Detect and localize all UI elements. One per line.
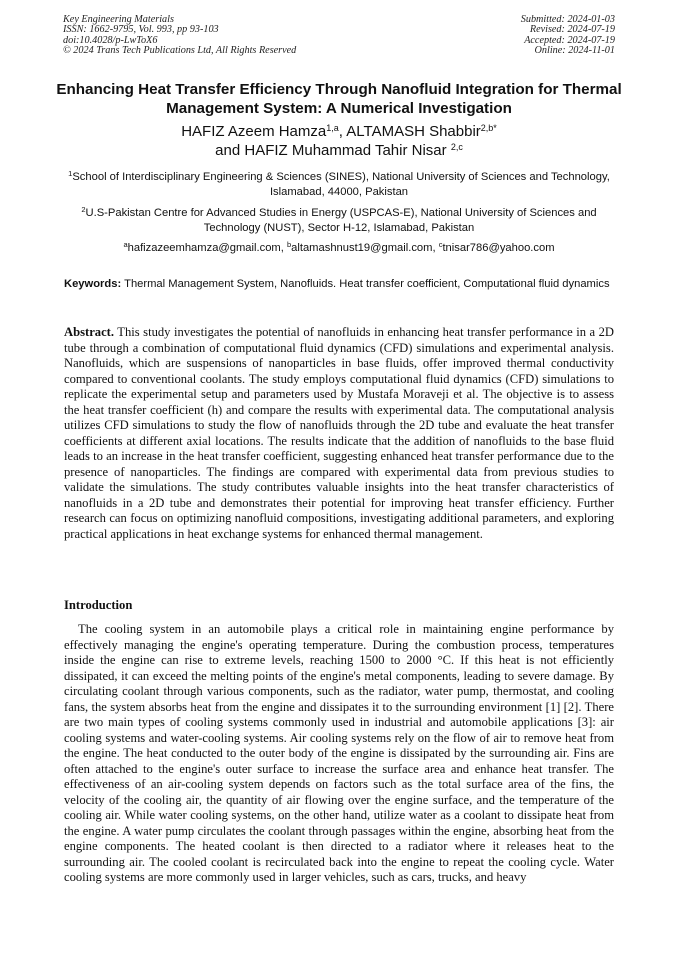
keywords <box>64 277 614 292</box>
author-list <box>40 122 638 160</box>
journal-header <box>63 15 296 57</box>
keywords-text: Thermal Management System, Nanofluids. Heat transfer coefficient, Computational fluid dynamics <box>121 278 610 290</box>
author-affiliation-mark: 2,b* <box>480 123 497 133</box>
copyright: © 2024 Trans Tech Publications Ltd, All Rights Reserved <box>63 45 297 57</box>
email-mark: c <box>438 240 443 249</box>
author-name: ALTAMASH Shabbir <box>346 123 481 140</box>
author-name: HAFIZ Azeem Hamza <box>181 123 327 140</box>
email-address[interactable]: tnisar786@yahoo.com <box>442 242 555 254</box>
paper-title: Enhancing Heat Transfer Efficiency Through Nanofluid Integration for Thermal Management System: A Numerical Investigation <box>56 81 622 117</box>
author-affiliation-mark: 2,c <box>450 142 463 152</box>
dates-header <box>521 15 615 57</box>
author-affiliation-mark: 1,a <box>326 123 339 133</box>
accepted-date: Accepted: 2024-07-19 <box>524 34 615 46</box>
submitted-date: Submitted: 2024-01-03 <box>520 14 615 25</box>
author-separator: , <box>338 123 347 140</box>
author-name: HAFIZ Muhammad Tahir Nisar <box>244 142 451 159</box>
author-conjunction: and <box>215 142 245 159</box>
affiliation-number: 1 <box>68 169 73 178</box>
abstract-text: This study investigates the potential of nanofluids in enhancing heat transfer performance in a 2D tube through a combination of computational fluid dynamics (CFD) simulations and experimental analysis. Nanofluids, which are suspensions of nanoparticles in base fluids, offer improved thermal conductivity compared to conventional coolants. The study employs computational fluid dynamics (CFD) simulations to replicate the experimental setup and parameters used by Mustafa Moraveji et al. The objective is to assess the heat transfer coefficient (h) and compare the results with experimental data. The computational analysis utilizes CFD simulations to study the flow of nanofluids through the 2D tube and evaluate the heat transfer coefficients at different axial locations. The results indicate that the addition of nanofluids to the base fluid leads to an increase in the heat transfer coefficient, suggesting enhanced heat transfer performance due to the presence of nanoparticles. The findings are compared with experimental data from previous studies to validate the simulations. The study contributes valuable insights into the heat transfer characteristics of nanofluids in a 2D tube and demonstrates their potential for improving heat transfer efficiency. Further research can focus on optimizing nanofluid compositions, investigating additional parameters, and exploring practical applications in heat exchange systems for enhanced thermal management. <box>64 325 614 541</box>
introduction-paragraph: The cooling system in an automobile plays a critical role in maintaining engine performance by effectively managing the engine's operating temperature. During the combustion process, temperatures inside the engine can rise to extreme levels, reaching 1500 to 2000 °C. If this heat is not efficiently dissipated, it can exceed the melting points of the engine's metal components, leading to severe damage. By circulating coolant through various components, such as the radiator, water pump, thermostat, and cooling fans, the system absorbs heat from the engine and dissipates it to the surrounding environment [1] [2]. There are two main types of cooling systems commonly used in industrial and automobile applications [3]: air cooling systems and water-cooling systems. Air cooling systems rely on the flow of air to remove heat from the engine. The heat conducted to the outer body of the engine is dissipated by the surrounding air. Fins are often attached to the engine's outer surface to increase the surface area and enhance heat transfer. The effectiveness of an air-cooling system depends on factors such as the total surface area of the fins, the velocity of the cooling air, the quantity of air flowing over the engine surface, and the temperature of the cooling air. While water cooling systems, on the other hand, utilize water as a coolant to dissipate heat from the engine. A water pump circulates the coolant through passages within the engine, absorbing heat from the engine components. The heated coolant is then directed to a radiator where it releases heat to the surrounding air. The cooled coolant is recirculated back into the engine to repeat the cooling cycle. Water cooling systems are more commonly used in larger vehicles, such as cars, trucks, and heavy <box>64 622 614 884</box>
email-address[interactable]: hafizazeemhamza@gmail.com, <box>127 242 287 254</box>
email-mark: a <box>123 240 128 249</box>
affiliation-text: U.S-Pakistan Centre for Advanced Studies in Energy (USPCAS-E), National University of Sciences and Technology (NUST), Sector H-12, Islamabad, Pakistan <box>85 207 597 234</box>
email-address[interactable]: altamashnust19@gmail.com, <box>291 242 439 254</box>
section-heading-introduction: Introduction <box>64 598 133 612</box>
email-mark: b <box>286 240 292 249</box>
abstract <box>64 325 614 542</box>
keywords-label: Keywords: <box>64 278 122 290</box>
affiliation-text: School of Interdisciplinary Engineering & Sciences (SINES), National University of Sciences and Technology, Islamabad, 44000, Pakistan <box>72 171 610 198</box>
author-emails <box>40 241 638 256</box>
journal-name: Key Engineering Materials <box>63 14 174 25</box>
abstract-label: Abstract. <box>64 325 115 339</box>
issn-volume: ISSN: 1662-9795, Vol. 993, pp 93-103 <box>63 24 219 36</box>
affiliation <box>60 206 618 236</box>
revised-date: Revised: 2024-07-19 <box>529 24 615 36</box>
affiliation <box>60 170 618 200</box>
online-date: Online: 2024-11-01 <box>534 45 615 57</box>
doi[interactable]: doi:10.4028/p-LwToX6 <box>63 34 158 46</box>
affiliation-number: 2 <box>81 205 86 214</box>
